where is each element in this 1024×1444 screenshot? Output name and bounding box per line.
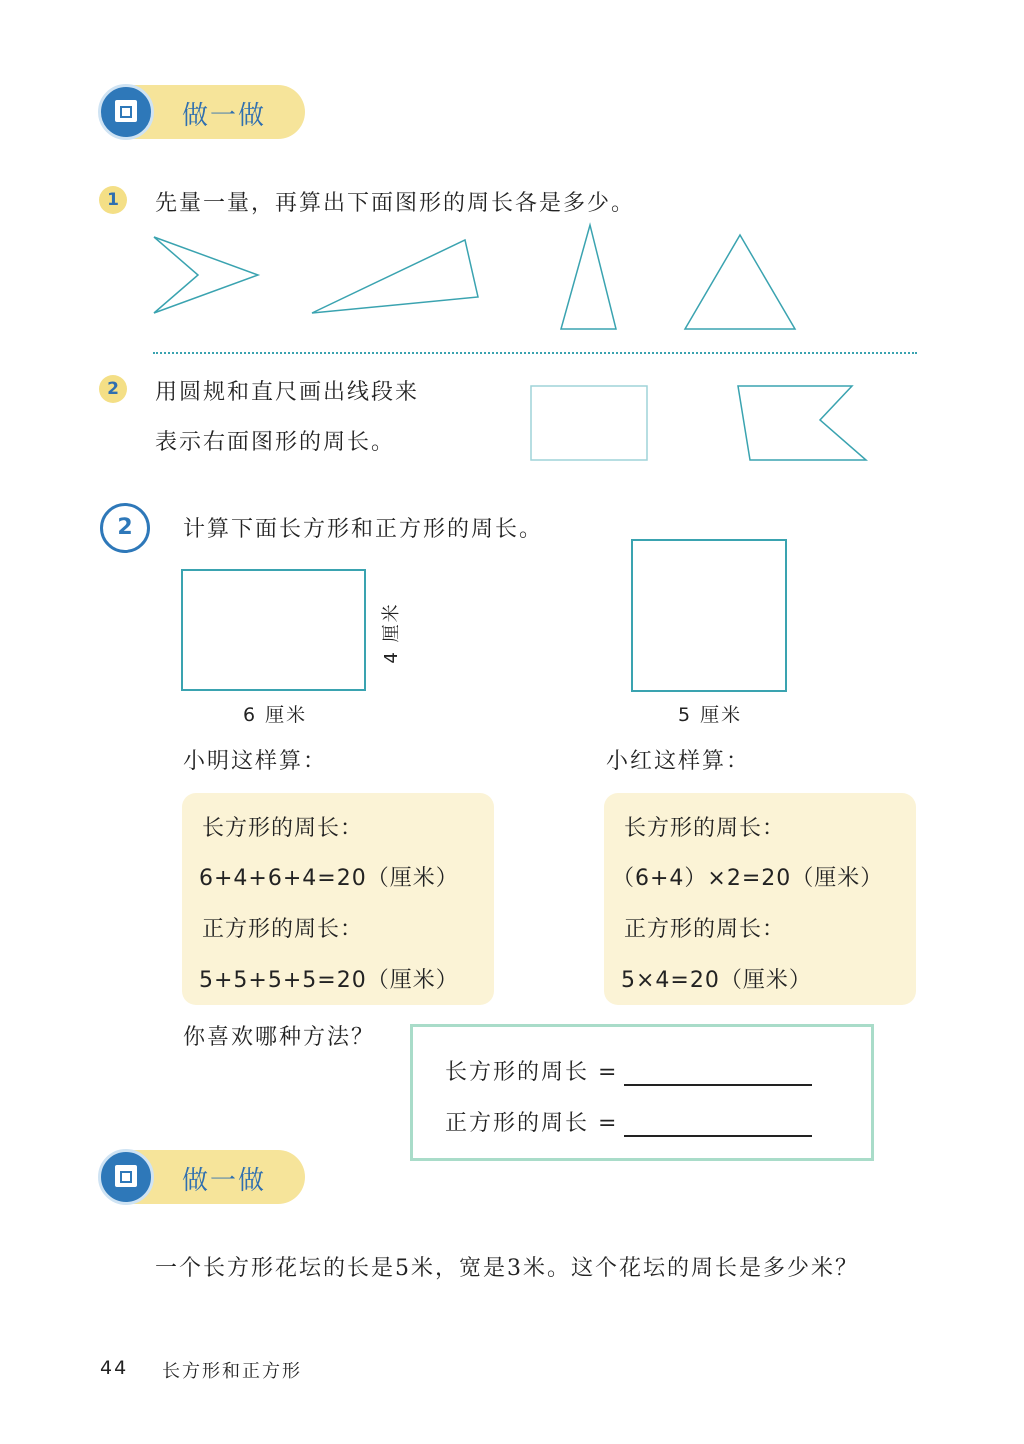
equilateral-triangle — [685, 235, 795, 329]
flag-shape — [738, 386, 866, 460]
obtuse-triangle — [312, 240, 478, 313]
preference-question: 你喜欢哪种方法？ — [183, 1025, 376, 1050]
xiaoming-title: 小明这样算： — [183, 749, 328, 774]
calc-line: （6+4）×2=20（厘米） — [612, 866, 884, 891]
xiaohong-title: 小红这样算： — [606, 749, 751, 774]
square-side-label: 5 厘米 — [678, 704, 743, 726]
rect-height-label: 4 厘米 — [381, 602, 402, 664]
rect-perimeter-blank[interactable] — [624, 1064, 812, 1086]
calc-line: 5+5+5+5=20（厘米） — [199, 968, 459, 993]
example-2-text: 计算下面长方形和正方形的周长。 — [183, 517, 544, 542]
calc-line: 正方形的周长： — [202, 917, 364, 942]
arrow-shape — [154, 237, 258, 313]
square-perimeter-blank[interactable] — [624, 1115, 812, 1137]
calc-line: 长方形的周长： — [624, 816, 786, 841]
square-perimeter-label: 正方形的周长 = — [445, 1111, 619, 1136]
rect-perimeter-label: 长方形的周长 = — [445, 1060, 619, 1085]
answer-box — [410, 1024, 874, 1161]
rect-width-label: 6 厘米 — [243, 704, 308, 726]
calc-line: 5×4=20（厘米） — [621, 968, 812, 993]
question-number-badge: 2 — [99, 375, 127, 403]
exercise-text: 一个长方形花坛的长是5米，宽是3米。这个花坛的周长是多少米？ — [155, 1256, 859, 1281]
calc-line: 长方形的周长： — [202, 816, 364, 841]
activity-icon — [98, 1149, 154, 1205]
small-rectangle — [531, 386, 647, 460]
calc-line: 6+4+6+4=20（厘米） — [199, 866, 459, 891]
question-number-badge: 1 — [99, 186, 127, 214]
isosceles-triangle — [561, 225, 616, 329]
question-1-text: 先量一量，再算出下面图形的周长各是多少。 — [155, 191, 636, 216]
section-divider — [153, 352, 917, 354]
section-header-label: 做一做 — [182, 101, 267, 131]
activity-icon — [98, 84, 154, 140]
question-2-line1: 用圆规和直尺画出线段来 — [155, 380, 420, 405]
rect-perimeter-answer[interactable] — [445, 1055, 812, 1086]
page-number: 44 — [100, 1357, 129, 1379]
chapter-title: 长方形和正方形 — [162, 1361, 302, 1382]
square-perimeter-answer[interactable] — [445, 1106, 812, 1137]
xiaoming-calc-box — [182, 793, 494, 1005]
example-number-badge: 2 — [100, 503, 150, 553]
q2-shapes — [520, 378, 880, 473]
q1-shapes — [140, 215, 820, 340]
question-2-line2: 表示右面图形的周长。 — [155, 430, 396, 455]
rectangle-figure — [180, 568, 370, 694]
xiaohong-calc-box — [604, 793, 916, 1005]
square-figure — [630, 538, 790, 694]
section-header-label: 做一做 — [182, 1166, 267, 1196]
calc-line: 正方形的周长： — [624, 917, 786, 942]
